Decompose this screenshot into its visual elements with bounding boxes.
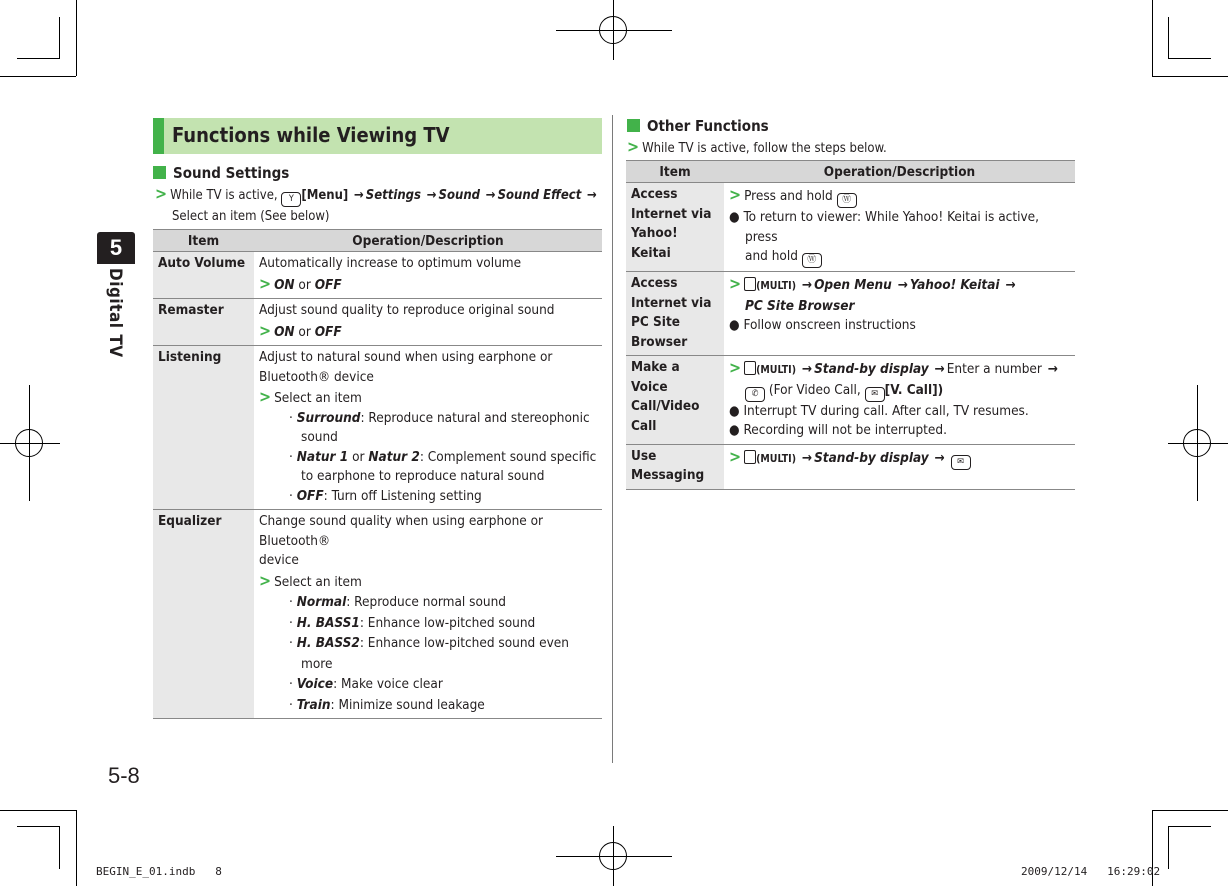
- other-functions-heading: Other Functions: [627, 117, 769, 135]
- section-square-icon: [627, 119, 640, 132]
- mail-key-icon: ✉: [865, 387, 885, 402]
- table-row: Access Internet via Yahoo! Keitai > Press and hold Ⓦ ● To return to viewer: While Yahoo! Keitai is active, press and hold Ⓦ: [626, 183, 1075, 272]
- yahoo-key-icon: Ⓦ: [837, 193, 857, 208]
- page-title-bar: [153, 118, 602, 154]
- table-row: Make a Voice Call/Video Call > (MULTI) → Stand-by display → Enter a number → ✆ (For Video Call, ✉ [V. Call]) ● Interrupt TV during call. After call, TV resumes. ● Recording will not be interrupted.: [626, 356, 1075, 445]
- mail-key-icon: ✉: [951, 455, 971, 470]
- sound-settings-table: [153, 229, 602, 719]
- other-functions-step: > While TV is active, follow the steps below.: [627, 137, 887, 156]
- footer-file: BEGIN_E_01.indb 8: [96, 865, 222, 878]
- tv-key-icon: Y: [281, 192, 301, 207]
- col-op-header: Operation/Description: [724, 161, 1075, 183]
- table-row: Use Messaging > (MULTI) → Stand-by display → ✉: [626, 444, 1075, 489]
- sound-settings-heading: Sound Settings: [153, 164, 289, 182]
- chapter-label: Digital TV: [105, 268, 125, 358]
- multi-key-icon: [744, 450, 756, 464]
- footer-timestamp: 2009/12/14 16:29:02: [1021, 865, 1161, 878]
- table-row: Auto Volume Automatically increase to optimum volume > ON or OFF: [153, 252, 602, 299]
- other-functions-table: [626, 160, 1075, 490]
- col-op-header: Operation/Description: [254, 230, 602, 252]
- chapter-number: 5: [97, 232, 135, 264]
- table-row: Remaster Adjust sound quality to reproduce original sound > ON or OFF: [153, 299, 602, 346]
- table-row: Access Internet via PC Site Browser > (MULTI) → Open Menu → Yahoo! Keitai → PC Site Browser ● Follow onscreen instructions: [626, 272, 1075, 356]
- multi-key-icon: [744, 361, 756, 375]
- call-key-icon: ✆: [745, 387, 765, 402]
- table-row: Equalizer Change sound quality when using earphone or Bluetooth® device > Select an item · Normal: Reproduce normal sound · H. BASS1: Enhance low-pitched sound · H. BASS2: Enhance low-pitched sound even more · Voice: Make voice clear · Train: Minimize sound leakage: [153, 510, 602, 719]
- column-divider: [612, 115, 613, 763]
- col-item-header: Item: [626, 161, 724, 183]
- page-number: 5-8: [108, 763, 140, 788]
- page-title: Functions while Viewing TV: [172, 123, 450, 147]
- section-square-icon: [153, 166, 166, 179]
- multi-key-icon: [744, 277, 756, 291]
- yahoo-key-icon: Ⓦ: [802, 253, 822, 268]
- table-row: Listening Adjust to natural sound when using earphone or Bluetooth® device > Select an item · Surround: Reproduce natural and stereophonic sound · Natur 1 or Natur 2: Complement sound specific to earphone to reproduce natural sound · OFF: Turn off Listening setting: [153, 346, 602, 510]
- chapter-tab: [97, 264, 135, 364]
- sound-settings-step: > While TV is active, Y [Menu] → Settings → Sound → Sound Effect → Select an item (See below): [155, 184, 597, 224]
- col-item-header: Item: [153, 230, 254, 252]
